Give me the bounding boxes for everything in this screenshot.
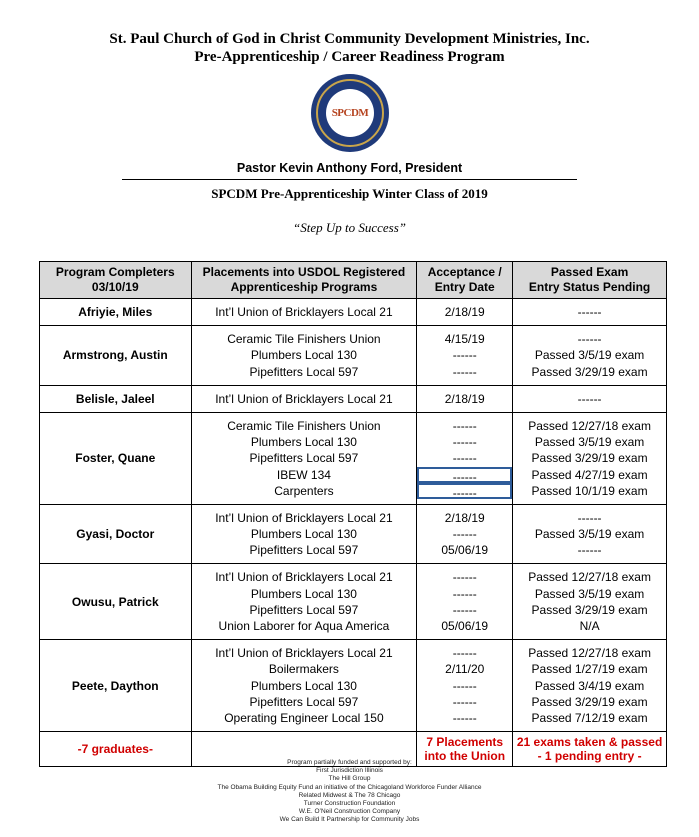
exam-status: ------ — [577, 332, 602, 347]
completer-name: Belisle, Jaleel — [40, 385, 192, 412]
placement-item: Int’l Union of Bricklayers Local 21 — [215, 305, 393, 319]
header-exam: Passed Exam Entry Status Pending — [513, 262, 667, 299]
exam-status: ------ — [577, 510, 602, 525]
placement-item: Int’l Union of Bricklayers Local 21 — [215, 646, 393, 661]
placement-item: Carpenters — [274, 483, 334, 498]
table-row — [40, 326, 667, 386]
placement-item: IBEW 134 — [276, 467, 331, 482]
table-row — [40, 299, 667, 326]
exam-status: ------ — [577, 543, 602, 558]
org-name: St. Paul Church of God in Christ Community Development Ministries, Inc. — [109, 31, 590, 47]
header-completers: Program Completers 03/10/19 — [40, 262, 192, 299]
exam-status: Passed 1/27/19 exam — [531, 662, 648, 677]
funders-footer — [0, 759, 699, 825]
cell-placements — [191, 326, 417, 386]
placement-item: Int’l Union of Bricklayers Local 21 — [215, 510, 393, 525]
funder-line: Related Midwest & The 78 Chicago — [298, 791, 401, 799]
completer-name: Owusu, Patrick — [40, 564, 192, 640]
placement-item: Plumbers Local 130 — [250, 678, 357, 693]
exam-status: Passed 3/29/19 exam — [531, 451, 648, 466]
table-row — [40, 640, 667, 732]
entry-date: 4/15/19 — [444, 332, 485, 347]
exam-status: Passed 12/27/18 exam — [528, 646, 651, 661]
exams-total: 21 exams taken & passed - 1 pending entry - — [513, 732, 667, 767]
placement-item: Pipefitters Local 597 — [249, 543, 359, 558]
table-header-row — [40, 262, 667, 299]
completer-name: Armstrong, Austin — [40, 326, 192, 386]
cell-dates — [417, 504, 513, 564]
cell-dates — [417, 326, 513, 386]
funder-line: The Hill Group — [328, 775, 371, 783]
cell-exams — [513, 412, 667, 504]
placement-item: Pipefitters Local 597 — [249, 602, 359, 617]
entry-date: 2/18/19 — [444, 305, 485, 319]
exam-status: Passed 7/12/19 exam — [531, 710, 648, 725]
placement-item: Operating Engineer Local 150 — [224, 710, 384, 725]
funder-line: W.E. O’Neil Construction Company — [298, 808, 401, 816]
exam-status: Passed 3/5/19 exam — [534, 586, 645, 601]
header-divider — [122, 179, 577, 180]
exam-status: N/A — [579, 619, 600, 633]
placement-item: Plumbers Local 130 — [250, 586, 357, 601]
entry-date: ------ — [452, 364, 477, 379]
entry-date: ------ — [452, 710, 477, 725]
seal-center — [326, 89, 374, 137]
entry-date: ------ — [452, 435, 477, 450]
exam-status: ------ — [577, 305, 602, 319]
table-row — [40, 412, 667, 504]
president-line: Pastor Kevin Anthony Ford, President — [236, 161, 463, 175]
graduates-total: -7 graduates- — [40, 732, 192, 767]
completers-table — [39, 261, 667, 767]
entry-date: ------ — [452, 527, 477, 542]
completer-name: Peete, Daython — [40, 640, 192, 732]
table-row — [40, 385, 667, 412]
entry-date: ------ — [452, 586, 477, 601]
placement-item: Plumbers Local 130 — [250, 435, 357, 450]
cell-dates — [417, 640, 513, 732]
placement-item: Int’l Union of Bricklayers Local 21 — [215, 391, 393, 406]
placement-item: Pipefitters Local 597 — [249, 451, 359, 466]
entry-date: ------ — [452, 348, 477, 363]
placement-item: Pipefitters Local 597 — [249, 694, 359, 709]
entry-date: 2/11/20 — [445, 662, 485, 677]
completer-name: Gyasi, Doctor — [40, 504, 192, 564]
class-title: SPCDM Pre-Apprenticeship Winter Class of 2019 — [211, 186, 488, 201]
cell-exams — [513, 326, 667, 386]
entry-date: ------ — [452, 678, 477, 693]
cell-exams — [513, 385, 667, 412]
entry-date: ------ — [452, 646, 477, 661]
placement-item: Ceramic Tile Finishers Union — [227, 418, 381, 433]
exam-status: Passed 3/4/19 exam — [534, 678, 645, 693]
exam-status: Passed 3/29/19 exam — [531, 364, 648, 379]
entry-date: 05/06/19 — [441, 543, 489, 558]
cell-dates — [417, 564, 513, 640]
table-row — [40, 564, 667, 640]
cell-placements — [191, 640, 417, 732]
entry-date: ------ — [417, 467, 512, 483]
cell-exams — [513, 504, 667, 564]
cell-placements — [191, 385, 417, 412]
header-entry-date: Acceptance / Entry Date — [417, 262, 513, 299]
completer-name: Afriyie, Miles — [40, 299, 192, 326]
funder-line: The Obama Building Equity Fund an initiative of the Chicagoland Workforce Funder Alliance — [217, 783, 482, 791]
cell-placements — [191, 564, 417, 640]
program-name: Pre-Apprenticeship / Career Readiness Program — [194, 49, 505, 65]
placement-item: Union Laborer for Aqua America — [218, 619, 390, 633]
entry-date: ------ — [452, 418, 477, 433]
placement-item: Plumbers Local 130 — [250, 348, 357, 363]
entry-date: 2/18/19 — [444, 391, 485, 406]
motto: “Step Up to Success” — [292, 220, 407, 235]
exam-status: Passed 3/29/19 exam — [531, 602, 648, 617]
cell-exams — [513, 640, 667, 732]
cell-placements — [191, 412, 417, 504]
placement-item: Int’l Union of Bricklayers Local 21 — [215, 570, 393, 585]
placement-item: Plumbers Local 130 — [250, 527, 357, 542]
funder-line: Program partially funded and supported by: — [287, 759, 412, 766]
entry-date: ------ — [452, 570, 477, 585]
entry-date: ------ — [452, 451, 477, 466]
exam-status: Passed 12/27/18 exam — [528, 418, 651, 433]
exam-status: Passed 3/5/19 exam — [534, 527, 645, 542]
cell-exams — [513, 564, 667, 640]
cell-exams — [513, 299, 667, 326]
entry-date: ------ — [452, 602, 477, 617]
exam-status: Passed 3/29/19 exam — [531, 694, 648, 709]
placements-total: 7 Placements into the Union — [417, 732, 513, 767]
table-row — [40, 504, 667, 564]
exam-status: Passed 10/1/19 exam — [531, 483, 648, 498]
cell-dates — [417, 412, 513, 504]
entry-date: 05/06/19 — [441, 619, 489, 633]
cell-dates — [417, 385, 513, 412]
entry-date: 2/18/19 — [444, 510, 485, 525]
funder-line: First Jurisdiction Illinois — [316, 767, 383, 775]
placement-item: Boilermakers — [268, 662, 339, 677]
spcdm-seal-logo — [311, 74, 389, 152]
entry-date: ------ — [417, 483, 512, 499]
cell-placements — [191, 504, 417, 564]
cell-dates — [417, 299, 513, 326]
exam-status: Passed 3/5/19 exam — [534, 435, 645, 450]
funder-line: Turner Construction Foundation — [303, 800, 396, 808]
funder-line: We Can Build It Partnership for Community Jobs — [279, 816, 420, 824]
entry-date: ------ — [452, 694, 477, 709]
placement-item: Ceramic Tile Finishers Union — [227, 332, 381, 347]
exam-status: Passed 3/5/19 exam — [534, 348, 645, 363]
seal-text: SPCDM — [331, 107, 369, 119]
cell-placements — [191, 299, 417, 326]
exam-status: Passed 12/27/18 exam — [528, 570, 651, 585]
exam-status: ------ — [577, 391, 602, 406]
placement-item: Pipefitters Local 597 — [249, 364, 359, 379]
exam-status: Passed 4/27/19 exam — [531, 467, 648, 482]
completer-name: Foster, Quane — [40, 412, 192, 504]
header-placements: Placements into USDOL Registered Apprenticeship Programs — [191, 262, 417, 299]
